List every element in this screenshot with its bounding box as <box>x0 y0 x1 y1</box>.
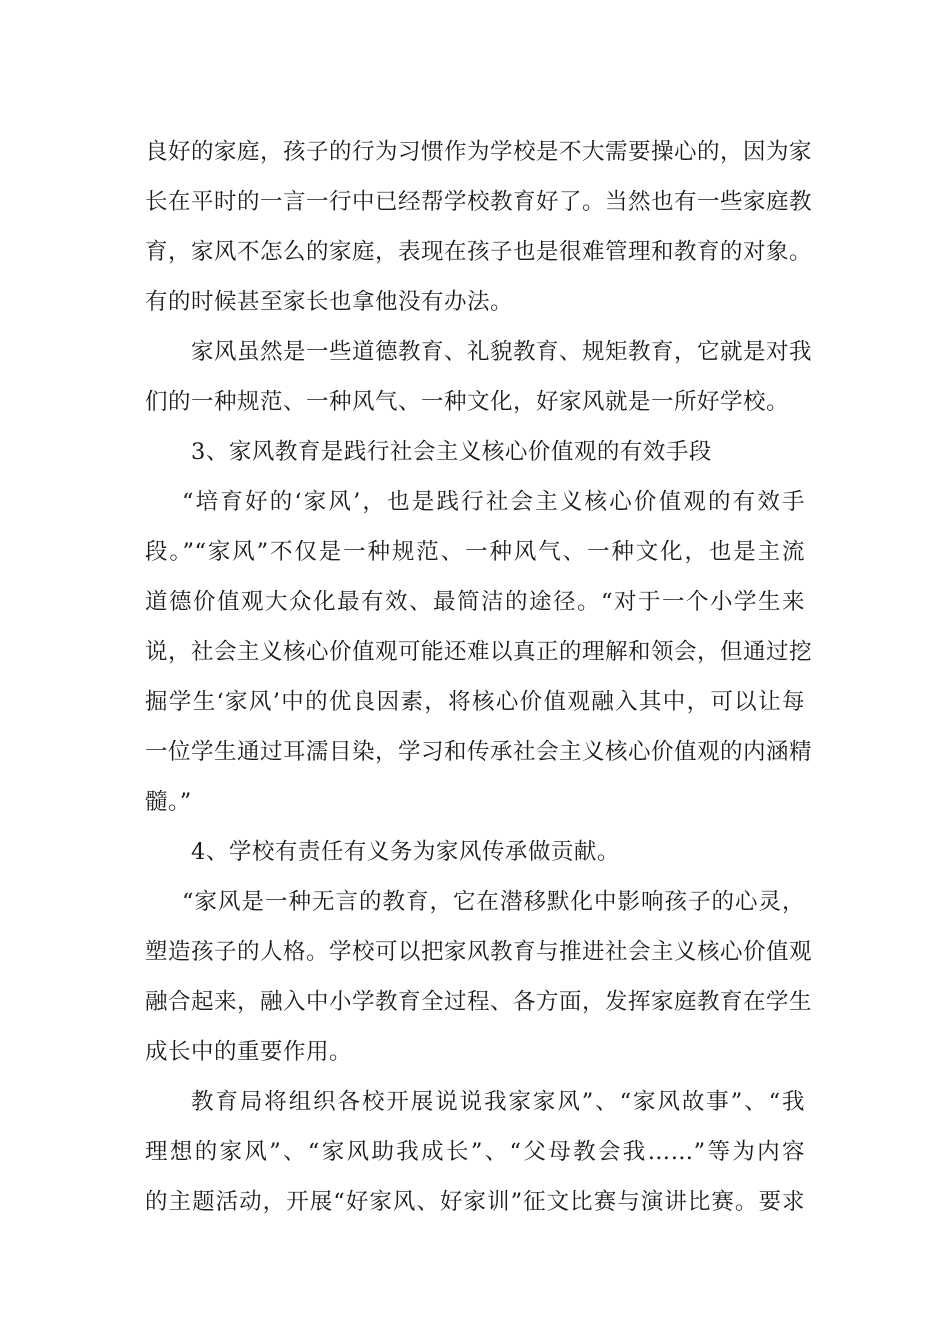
text-line: 教育局将组织各校开展说说我家家风”、“家风故事”、“我 <box>191 1089 805 1115</box>
text-line: 说，社会主义核心价值观可能还难以真正的理解和领会，但通过挖 <box>145 639 813 665</box>
text-line: 成长中的重要作用。 <box>145 1039 353 1065</box>
text-line: “家风是一种无言的教育，它在潜移默化中影响孩子的心灵， <box>182 889 805 915</box>
text-line: 塑造孩子的人格。学校可以把家风教育与推进社会主义核心价值观 <box>145 939 813 965</box>
section-heading: 3、家风教育是践行社会主义核心价值观的有效手段 <box>191 439 712 465</box>
text-line: 有的时候甚至家长也拿他没有办法。 <box>145 289 514 315</box>
text-line: 良好的家庭，孩子的行为习惯作为学校是不大需要操心的，因为家 <box>145 139 813 165</box>
text-line: 长在平时的一言一行中已经帮学校教育好了。当然也有一些家庭教 <box>145 189 813 215</box>
text-line: 一位学生通过耳濡目染，学习和传承社会主义核心价值观的内涵精 <box>145 739 813 765</box>
text-line: “培育好的‘家风’，也是践行社会主义核心价值观的有效手 <box>182 489 805 515</box>
text-line: 育，家风不怎么的家庭，表现在孩子也是很难管理和教育的对象。 <box>145 239 813 265</box>
text-line: 家风虽然是一些道德教育、礼貌教育、规矩教育，它就是对我 <box>191 339 813 365</box>
section-heading: 4、学校有责任有义务为家风传承做贡献。 <box>191 839 620 865</box>
text-line: 道德价值观大众化最有效、最简洁的途径。“对于一个小学生来 <box>145 589 805 615</box>
text-line: 融合起来，融入中小学教育全过程、各方面，发挥家庭教育在学生 <box>145 989 813 1015</box>
text-line: 髓。” <box>145 789 192 815</box>
text-line: 段。”“家风”不仅是一种规范、一种风气、一种文化，也是主流 <box>145 539 805 565</box>
text-line: 的主题活动，开展“好家风、好家训”征文比赛与演讲比赛。要求 <box>145 1189 805 1215</box>
text-line: 们的一种规范、一种风气、一种文化，好家风就是一所好学校。 <box>145 389 790 415</box>
text-line: 理想的家风”、“家风助我成长”、“父母教会我……”等为内容 <box>145 1139 805 1165</box>
text-line: 掘学生‘家风’中的优良因素，将核心价值观融入其中，可以让每 <box>145 689 805 715</box>
